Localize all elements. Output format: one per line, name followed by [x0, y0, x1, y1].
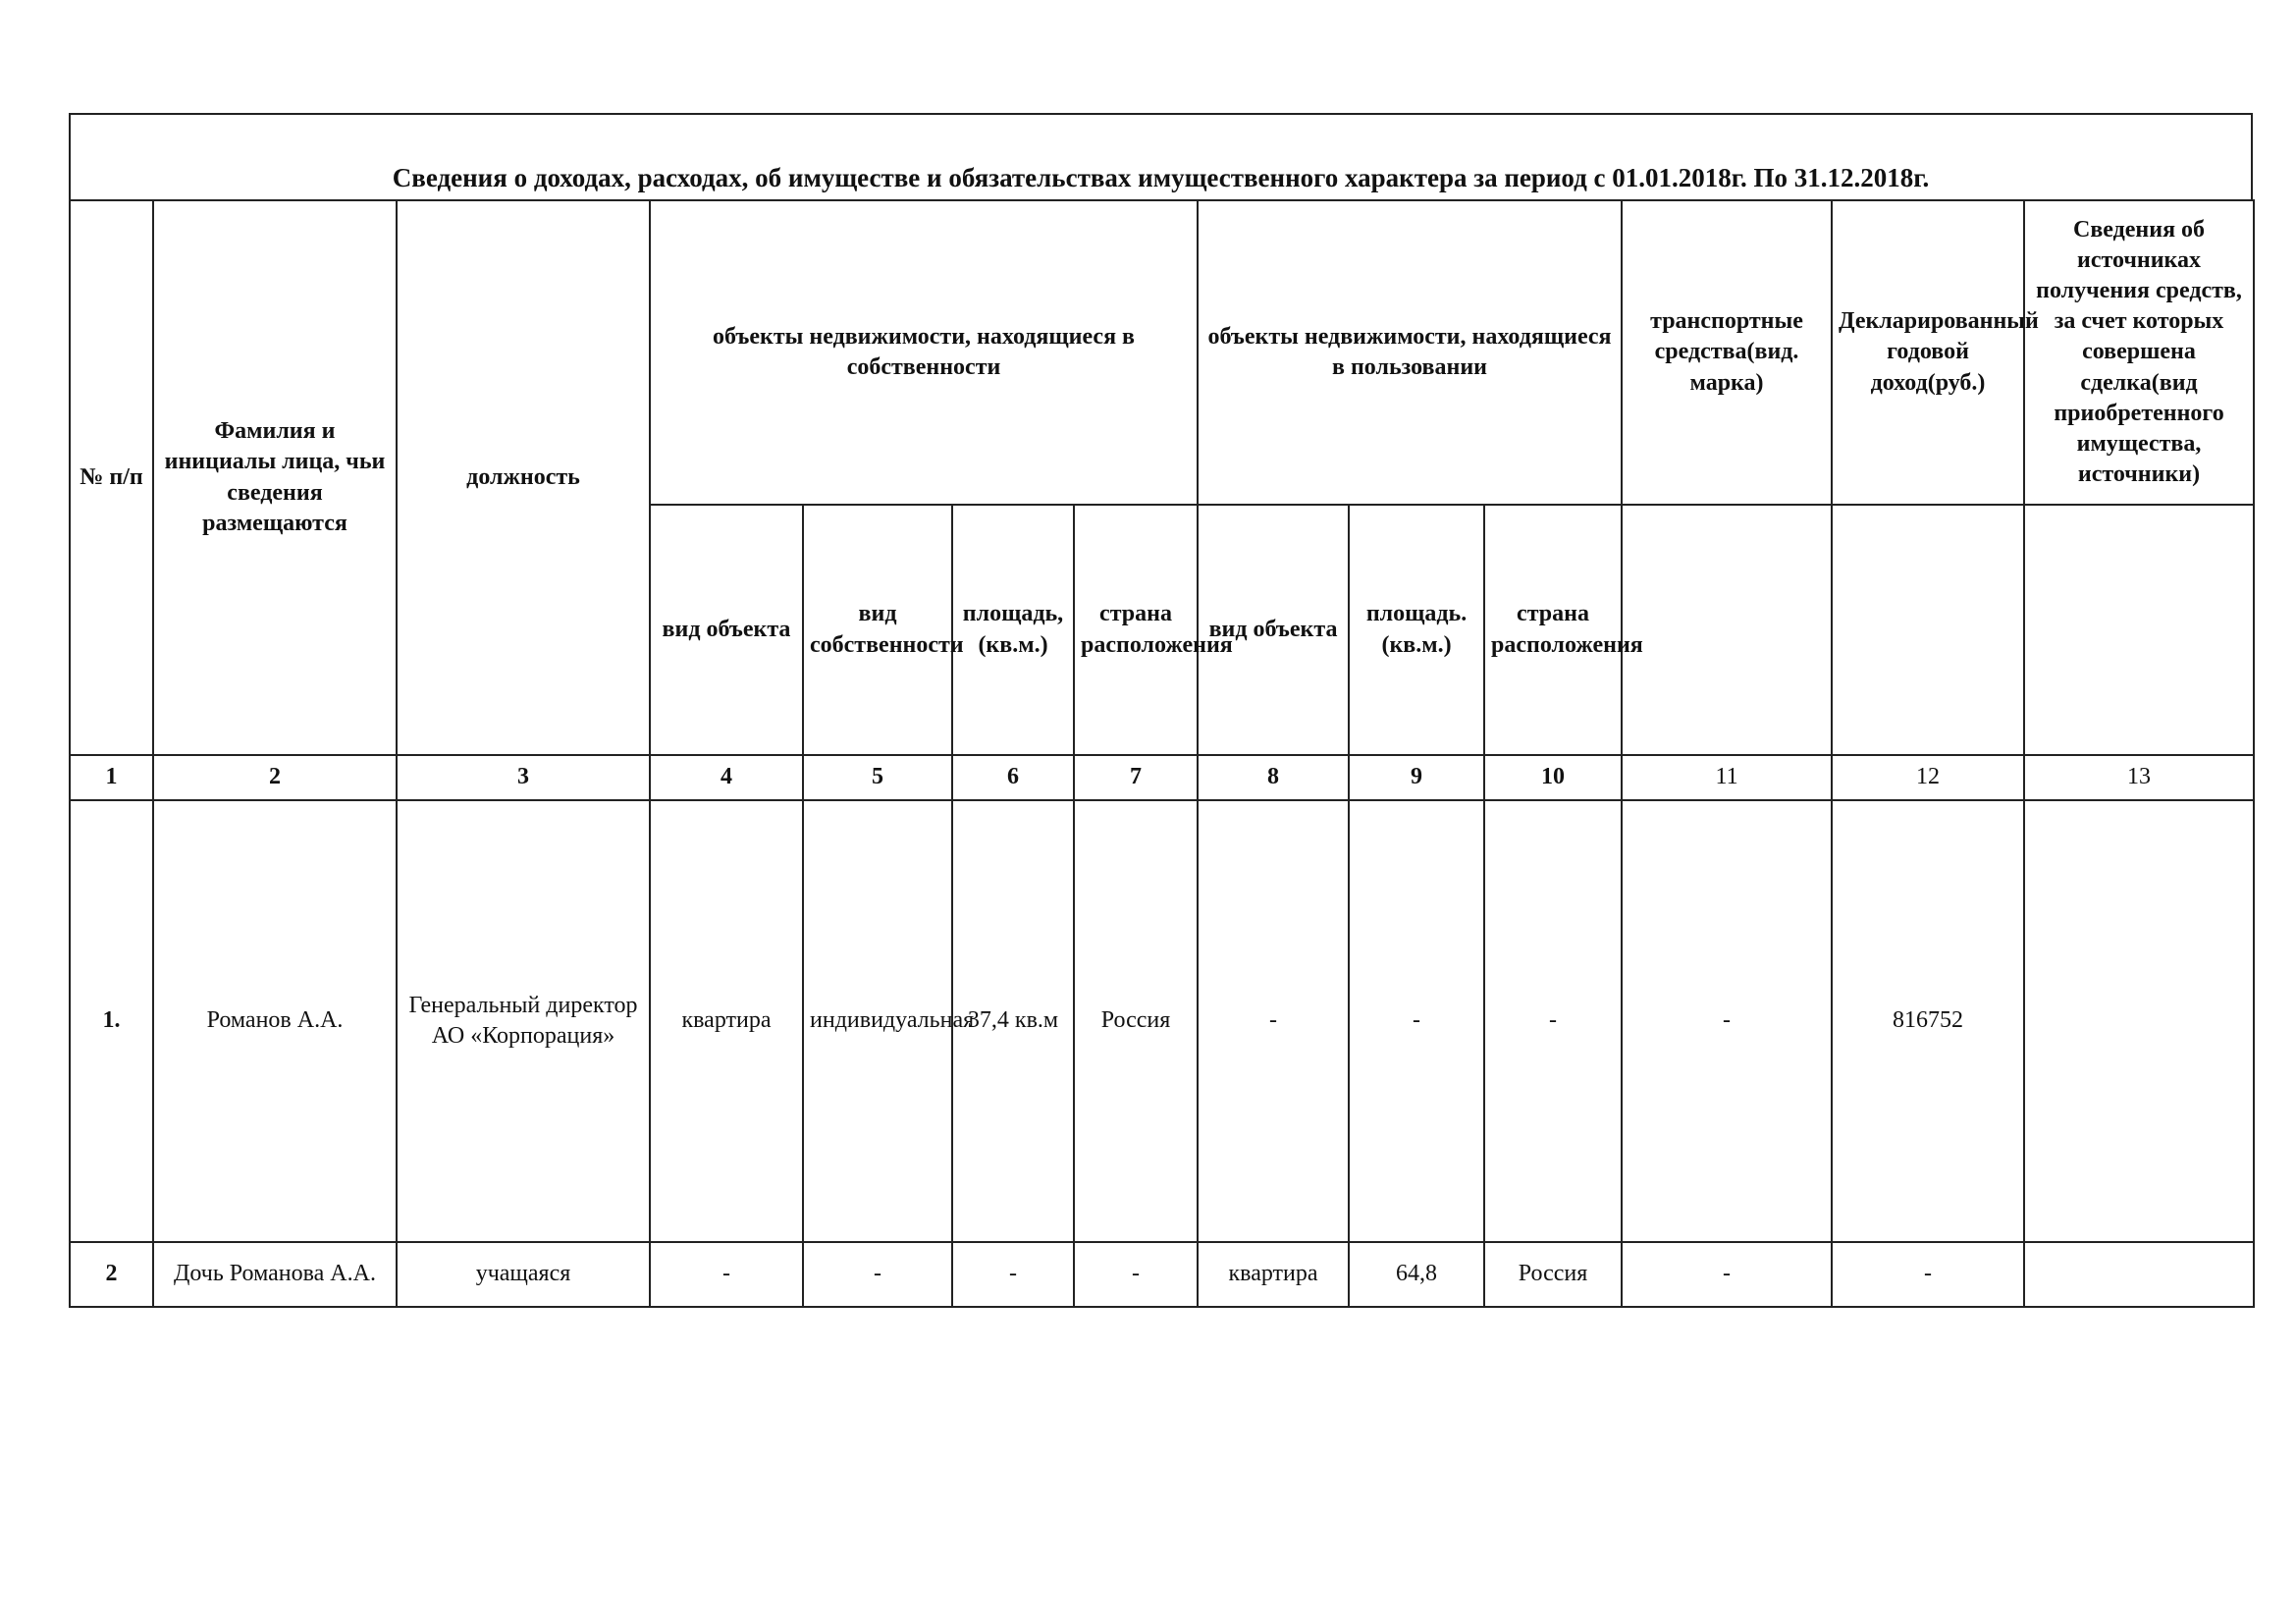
header-ownership-type: вид собственности: [803, 505, 952, 755]
row-num: 1.: [70, 800, 153, 1242]
table-row: [70, 1242, 2254, 1307]
row-ownership-type: -: [803, 1242, 952, 1307]
column-number: 11: [1622, 755, 1832, 800]
header-owned-area: площадь, (кв.м.): [952, 505, 1074, 755]
row-used-country: Россия: [1484, 1242, 1622, 1307]
row-owned-type: -: [650, 1242, 803, 1307]
declaration-table: [69, 199, 2255, 1308]
column-number: 13: [2024, 755, 2254, 800]
row-transport: -: [1622, 1242, 1832, 1307]
row-owned-area: -: [952, 1242, 1074, 1307]
header-position: должность: [397, 200, 650, 755]
header-used-type: вид объекта: [1198, 505, 1349, 755]
row-position: учащаяся: [397, 1242, 650, 1307]
column-number: 2: [153, 755, 397, 800]
row-used-country: -: [1484, 800, 1622, 1242]
row-owned-country: Россия: [1074, 800, 1198, 1242]
column-number: 4: [650, 755, 803, 800]
row-used-type: квартира: [1198, 1242, 1349, 1307]
column-number: 1: [70, 755, 153, 800]
row-num: 2: [70, 1242, 153, 1307]
row-income: -: [1832, 1242, 2024, 1307]
row-used-area: 64,8: [1349, 1242, 1484, 1307]
header-income: Декларированный годовой доход(руб.): [1832, 200, 2024, 505]
header-income-empty: [1832, 505, 2024, 755]
row-ownership-type: индивидуальная: [803, 800, 952, 1242]
header-owned-group: объекты недвижимости, находящиеся в собственности: [650, 200, 1198, 505]
row-transport: -: [1622, 800, 1832, 1242]
header-owned-country: страна расположения: [1074, 505, 1198, 755]
column-number: 9: [1349, 755, 1484, 800]
column-number: 12: [1832, 755, 2024, 800]
table-row: [70, 800, 2254, 1242]
row-used-area: -: [1349, 800, 1484, 1242]
header-name: Фамилия и инициалы лица, чьи сведения размещаются: [153, 200, 397, 755]
header-sources-empty: [2024, 505, 2254, 755]
row-income: 816752: [1832, 800, 2024, 1242]
header-transport: транспортные средства(вид. марка): [1622, 200, 1832, 505]
column-number: 7: [1074, 755, 1198, 800]
column-number: 3: [397, 755, 650, 800]
column-number: 6: [952, 755, 1074, 800]
row-name: Дочь Романова А.А.: [153, 1242, 397, 1307]
header-num: № п/п: [70, 200, 153, 755]
row-sources: [2024, 800, 2254, 1242]
row-used-type: -: [1198, 800, 1349, 1242]
header-used-country: страна расположения: [1484, 505, 1622, 755]
row-owned-type: квартира: [650, 800, 803, 1242]
document-title: Сведения о доходах, расходах, об имуществе и обязательствах имущественного характера за период с 01.01.2018г. По 31.12.2018г.: [69, 113, 2253, 199]
column-number: 8: [1198, 755, 1349, 800]
column-number: 5: [803, 755, 952, 800]
column-number: 10: [1484, 755, 1622, 800]
row-position: Генеральный директор АО «Корпорация»: [397, 800, 650, 1242]
header-used-area: площадь. (кв.м.): [1349, 505, 1484, 755]
row-owned-area: 37,4 кв.м: [952, 800, 1074, 1242]
header-owned-type: вид объекта: [650, 505, 803, 755]
row-owned-country: -: [1074, 1242, 1198, 1307]
header-used-group: объекты недвижимости, находящиеся в пользовании: [1198, 200, 1622, 505]
header-sources: Сведения об источниках получения средств, за счет которых совершена сделка(вид приобретенного имущества, источники): [2024, 200, 2254, 505]
column-number-row: [70, 755, 2254, 800]
row-name: Романов А.А.: [153, 800, 397, 1242]
declaration-sheet: [69, 113, 2253, 1308]
header-row-top: [70, 200, 2254, 505]
row-sources: [2024, 1242, 2254, 1307]
header-transport-empty: [1622, 505, 1832, 755]
